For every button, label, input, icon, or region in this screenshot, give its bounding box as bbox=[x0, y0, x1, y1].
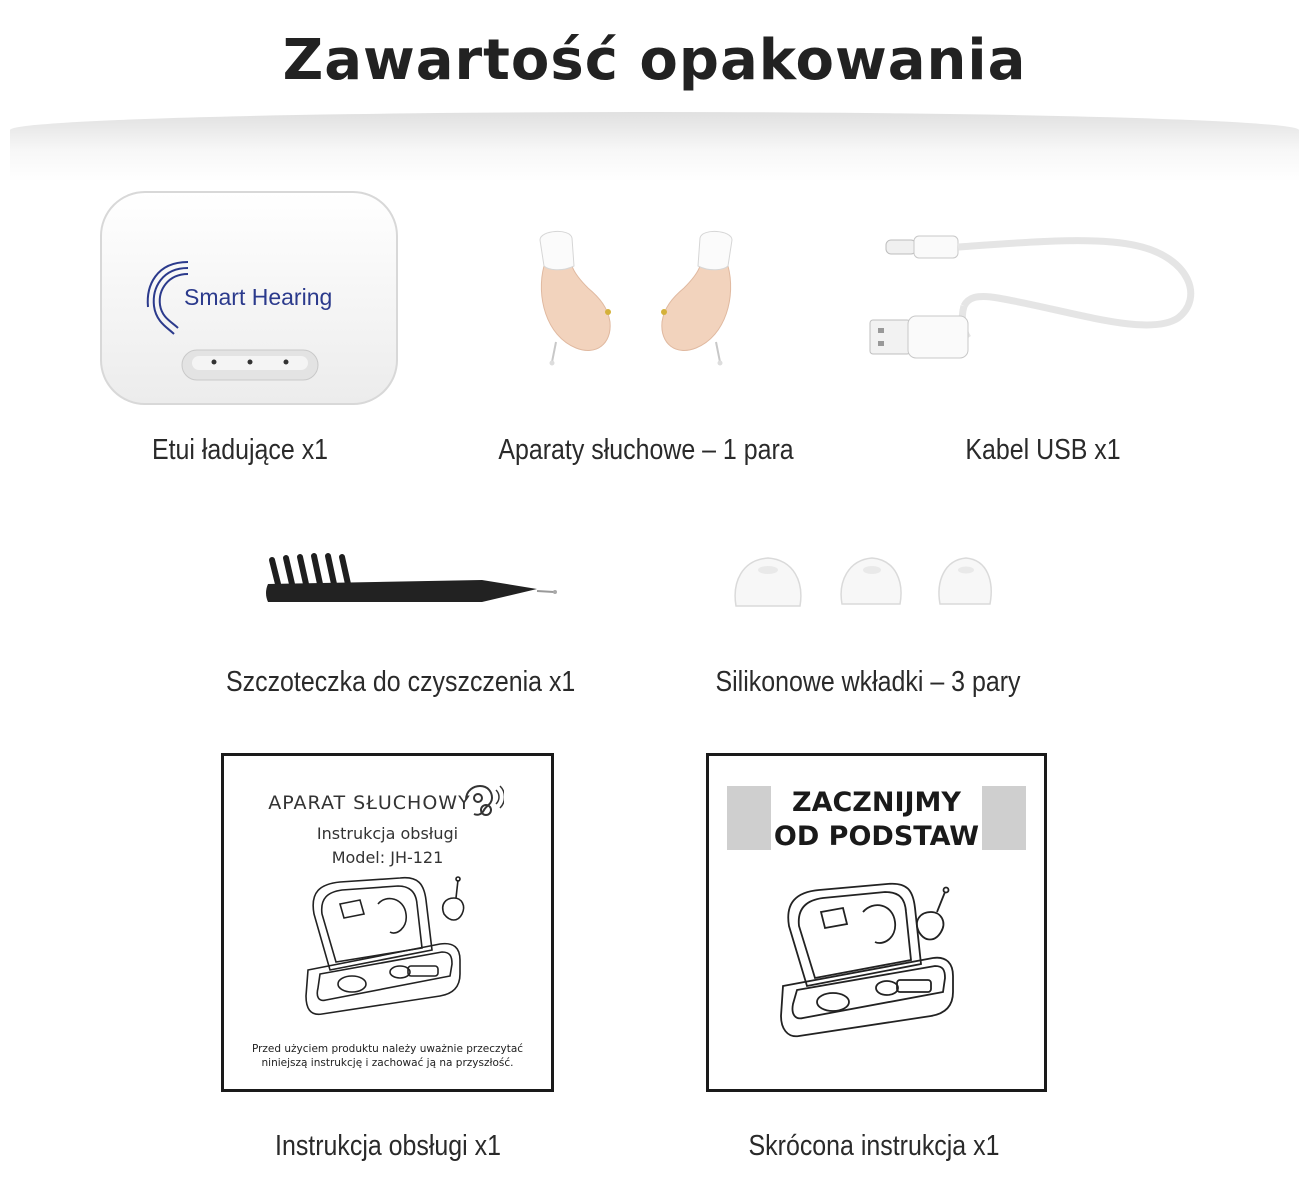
manual-subtitle: Instrukcja obsługi bbox=[316, 824, 459, 843]
manual-note-line-1: Przed użyciem produktu należy uważnie przeczytać bbox=[251, 1043, 524, 1055]
caption-manual: Instrukcja obsługi x1 bbox=[275, 1130, 501, 1162]
manual-model: Model: JH-121 bbox=[331, 848, 444, 867]
charging-case-image bbox=[98, 190, 400, 408]
caption-cleaning-brush: Szczoteczka do czyszczenia x1 bbox=[226, 666, 576, 698]
case-illustration bbox=[777, 876, 987, 1056]
quick-guide-heading bbox=[709, 786, 1044, 854]
caption-hearing-aids: Aparaty słuchowe – 1 para bbox=[498, 434, 794, 466]
quick-guide-booklet bbox=[706, 753, 1047, 1092]
quick-guide-heading-line-2: OD PODSTAW bbox=[773, 821, 980, 852]
manual-title: APARAT SŁUCHOWY bbox=[268, 792, 471, 814]
caption-quick-guide: Skrócona instrukcja x1 bbox=[748, 1130, 1000, 1162]
caption-silicone-tips: Silikonowe wkładki – 3 pary bbox=[715, 666, 1021, 698]
brand-logo-text: Smart Hearing bbox=[184, 284, 333, 310]
silicone-tips-image bbox=[728, 552, 998, 612]
manual-note-line-2: niniejszą instrukcję i zachować ją na przyszłość. bbox=[261, 1057, 514, 1069]
manual-note bbox=[224, 1042, 551, 1070]
case-illustration bbox=[300, 874, 490, 1034]
caption-usb-cable: Kabel USB x1 bbox=[965, 434, 1121, 466]
usb-cable-image bbox=[868, 228, 1203, 373]
caption-charging-case: Etui ładujące x1 bbox=[151, 434, 329, 466]
header-shadow bbox=[10, 112, 1299, 182]
quick-guide-heading-line-1: ZACZNIJMY bbox=[792, 787, 961, 818]
hearing-aid-icon bbox=[460, 784, 504, 818]
page-title: Zawartość opakowania bbox=[282, 28, 1027, 93]
hearing-aids-image bbox=[526, 226, 746, 371]
cleaning-brush-image bbox=[262, 550, 562, 610]
manual-booklet bbox=[221, 753, 554, 1092]
